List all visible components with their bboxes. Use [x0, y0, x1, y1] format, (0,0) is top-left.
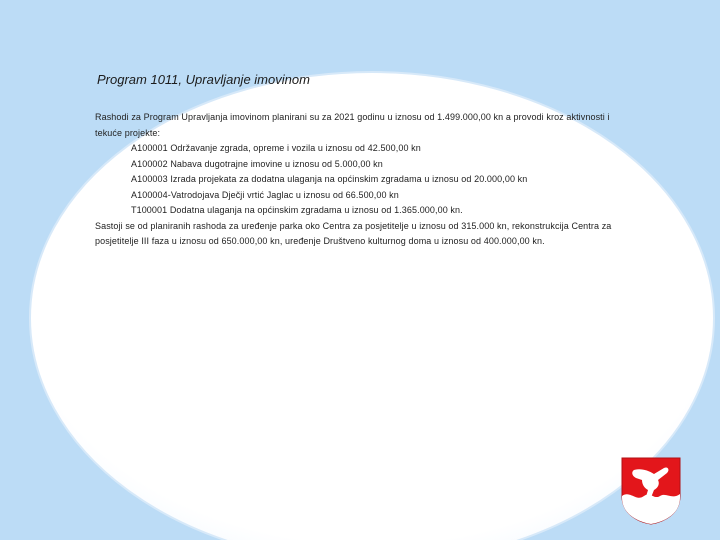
slide-body — [95, 110, 615, 250]
list-item: A100003 Izrada projekata za dodatna ulaganja na općinskim zgradama u iznosu od 20.000,00 kn — [131, 174, 528, 184]
list-item: A100004-Vatrodojava Dječji vrtić Jaglac u iznosu od 66.500,00 kn — [131, 189, 399, 200]
coat-of-arms-icon — [620, 456, 682, 526]
list-item: A100001 Održavanje zgrada, opreme i vozila u iznosu od 42.500,00 kn — [131, 143, 421, 153]
activity-list — [95, 141, 615, 219]
closing-paragraph: Sastoji se od planiranih rashoda za uređenje parka oko Centra za posjetitelje u iznosu od 315.000 kn, rekonstrukcija Centra za posjetitelje III faza u iznosu od 650.000,00 kn, uređenje Društveno kulturnog doma u iznosu od 400.000,00 kn. — [95, 220, 612, 246]
intro-paragraph: Rashodi za Program Upravljanja imovinom planirani su za 2021 godinu u iznosu od 1.499.000,00 kn a provodi kroz aktivnosti i tekuće projekte: — [95, 112, 610, 138]
list-item: T100001 Dodatna ulaganja na općinskim zgradama u iznosu od 1.365.000,00 kn. — [131, 205, 463, 215]
list-item: A100002 Nabava dugotrajne imovine u iznosu od 5.000,00 kn — [131, 158, 383, 169]
slide-title: Program 1011, Upravljanje imovinom — [97, 72, 310, 87]
